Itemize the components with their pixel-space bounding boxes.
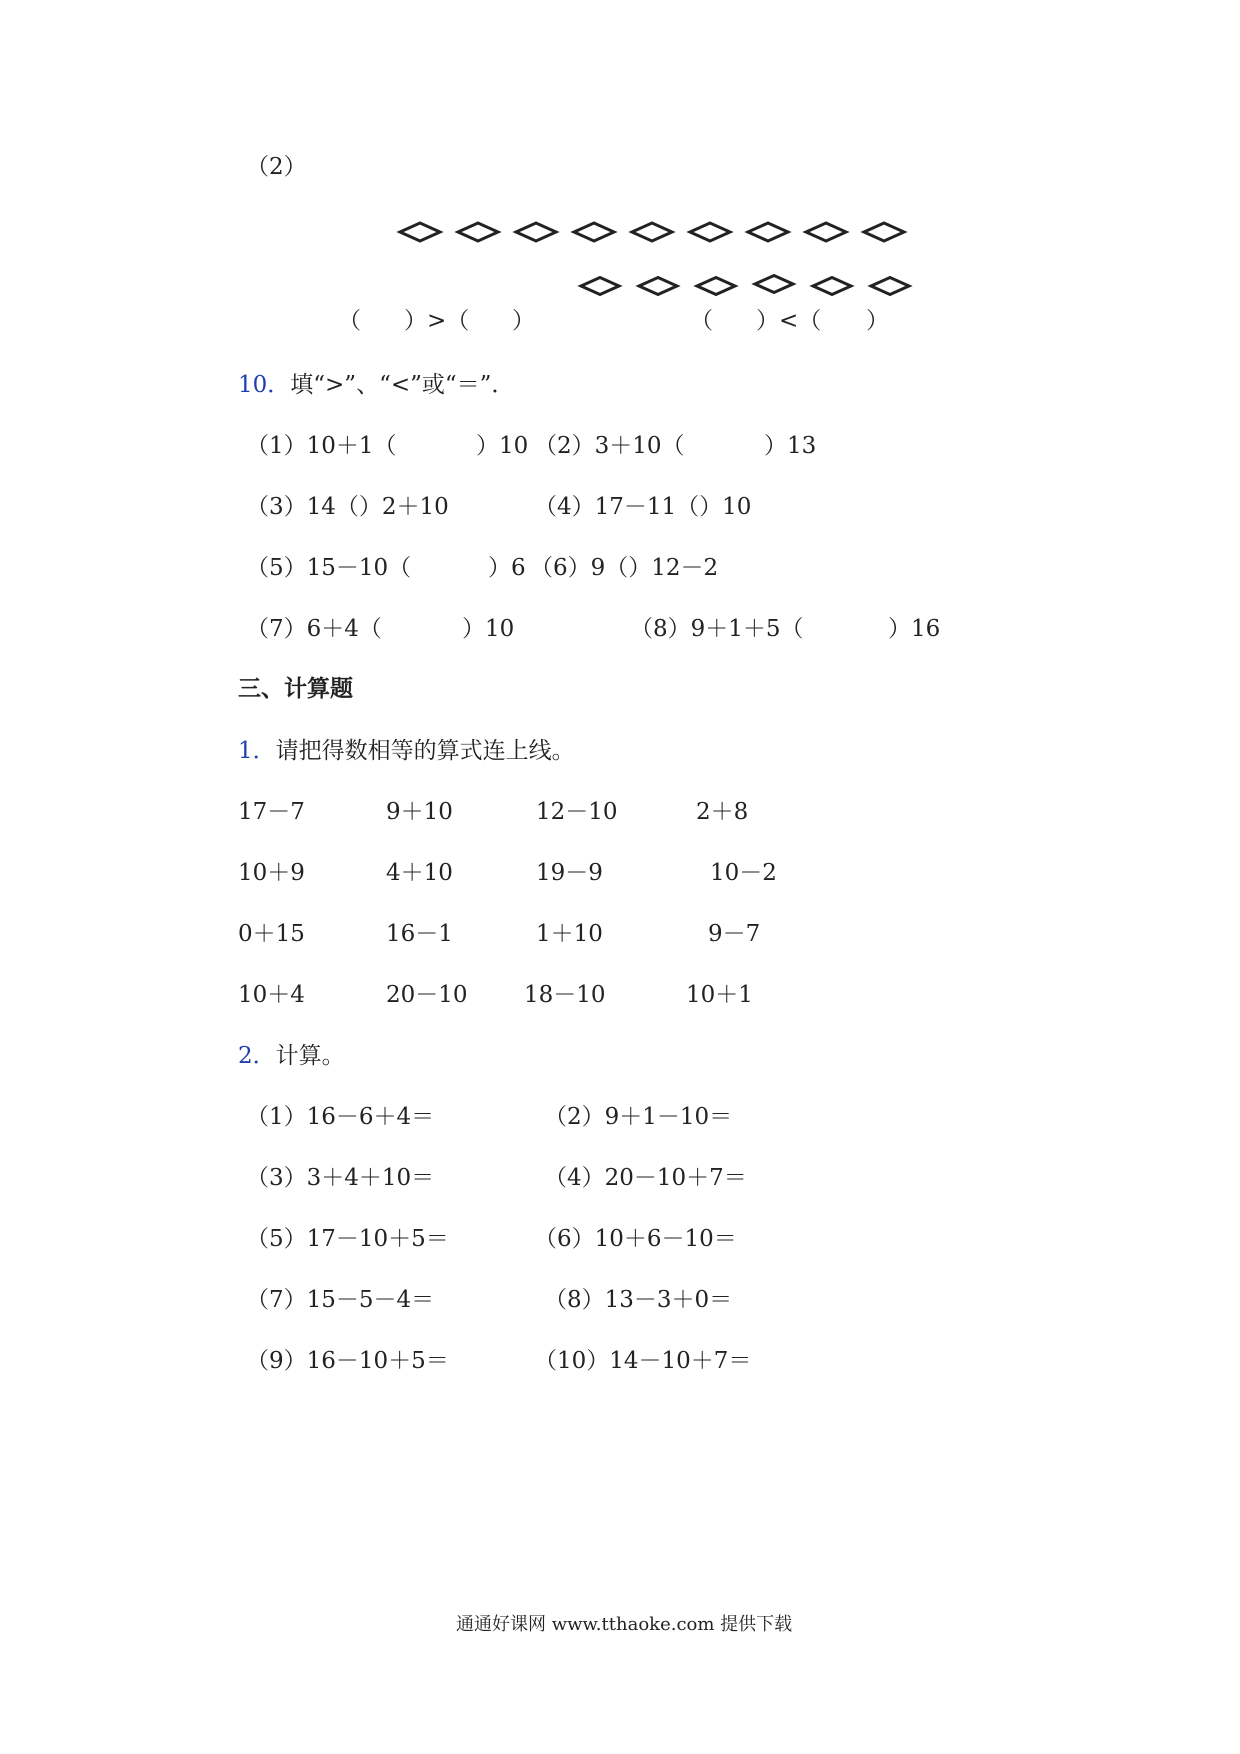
diamond-bottom-2 bbox=[639, 278, 677, 295]
q10-item-7: （7）6＋4（ bbox=[246, 616, 382, 642]
match-expr-r4c2[interactable]: 20－10 bbox=[386, 982, 468, 1008]
q10-item-2: （2）3＋10（ bbox=[534, 433, 685, 459]
match-expr-r4c3[interactable]: 18－10 bbox=[524, 982, 606, 1008]
compare-blank-gt[interactable]: ）>（ bbox=[404, 308, 470, 334]
compare-blank-open-right[interactable]: （ bbox=[690, 308, 713, 334]
q10-item-8: （8）9＋1＋5（ bbox=[630, 616, 804, 642]
diamond-bottom-3 bbox=[697, 278, 735, 295]
diamond-top-7 bbox=[748, 223, 788, 241]
match-expr-r4c1[interactable]: 10＋4 bbox=[238, 982, 305, 1008]
section-title: 三、计算题 bbox=[238, 676, 353, 702]
q2-prompt: 计算。 bbox=[275, 1043, 345, 1069]
calc-item-1: （1）16－6＋4＝ bbox=[246, 1104, 435, 1130]
q10-item-1-tail: ）10 bbox=[476, 433, 529, 459]
calc-item-3: （3）3＋4＋10＝ bbox=[246, 1165, 435, 1191]
calc-item-10: （10）14－10＋7＝ bbox=[534, 1348, 752, 1374]
diamond-bottom-6 bbox=[871, 278, 909, 295]
match-expr-r3c2[interactable]: 16－1 bbox=[386, 921, 453, 947]
match-expr-r4c4[interactable]: 10＋1 bbox=[686, 982, 753, 1008]
calc-item-4: （4）20－10＋7＝ bbox=[544, 1165, 747, 1191]
diamond-top-8 bbox=[806, 223, 846, 241]
q10-item-2-tail: ）13 bbox=[764, 433, 817, 459]
match-expr-r2c2[interactable]: 4＋10 bbox=[386, 860, 453, 886]
diamond-bottom-5 bbox=[813, 278, 851, 295]
match-expr-r1c4[interactable]: 2＋8 bbox=[696, 799, 749, 825]
part2-label: （2） bbox=[246, 154, 307, 180]
calc-item-8: （8）13－3＋0＝ bbox=[544, 1287, 733, 1313]
diamond-bottom-4 bbox=[755, 276, 793, 293]
match-expr-r2c4[interactable]: 10－2 bbox=[710, 860, 777, 886]
match-expr-r1c3[interactable]: 12－10 bbox=[536, 799, 618, 825]
q10-item-5: （5）15－10（ bbox=[246, 555, 412, 581]
diamond-figure bbox=[0, 0, 1240, 320]
match-expr-r3c1[interactable]: 0＋15 bbox=[238, 921, 305, 947]
q2-heading bbox=[238, 1045, 345, 1068]
diamond-top-9 bbox=[864, 223, 904, 241]
q10-item-5-tail: ）6 bbox=[488, 555, 526, 581]
match-expr-r3c3[interactable]: 1＋10 bbox=[536, 921, 603, 947]
q10-number: 10． bbox=[238, 372, 291, 398]
diamond-top-3 bbox=[516, 223, 556, 241]
compare-blank-open-left[interactable]: （ bbox=[338, 308, 361, 334]
compare-blank-lt[interactable]: ）<（ bbox=[756, 308, 822, 334]
q10-item-7-tail: ）10 bbox=[462, 616, 515, 642]
q2-number: 2． bbox=[238, 1043, 276, 1069]
q10-item-8-tail: ）16 bbox=[888, 616, 941, 642]
diamond-top-6 bbox=[690, 223, 730, 241]
compare-blank-close-left[interactable]: ） bbox=[512, 308, 535, 334]
diamond-bottom-1 bbox=[581, 278, 619, 295]
match-expr-r1c2[interactable]: 9＋10 bbox=[386, 799, 453, 825]
calc-item-9: （9）16－10＋5＝ bbox=[246, 1348, 449, 1374]
q10-item-6: （6）9（）12－2 bbox=[530, 555, 719, 581]
q1-number: 1． bbox=[238, 738, 276, 764]
match-expr-r3c4[interactable]: 9－7 bbox=[708, 921, 761, 947]
compare-blank-close-right[interactable]: ） bbox=[866, 308, 889, 334]
q10-heading bbox=[238, 374, 514, 397]
diamond-top-5 bbox=[632, 223, 672, 241]
footer-text: 通通好课网 www.tthaoke.com 提供下载 bbox=[456, 1614, 793, 1635]
calc-item-5: （5）17－10＋5＝ bbox=[246, 1226, 449, 1252]
calc-item-6: （6）10＋6－10＝ bbox=[534, 1226, 737, 1252]
match-expr-r1c1[interactable]: 17－7 bbox=[238, 799, 305, 825]
diamond-top-2 bbox=[458, 223, 498, 241]
match-expr-r2c3[interactable]: 19－9 bbox=[536, 860, 603, 886]
q10-item-4: （4）17－11（）10 bbox=[534, 494, 752, 520]
calc-item-2: （2）9＋1－10＝ bbox=[544, 1104, 733, 1130]
q1-prompt: 请把得数相等的算式连上线。 bbox=[275, 738, 575, 764]
diamond-top-4 bbox=[574, 223, 614, 241]
match-expr-r2c1[interactable]: 10＋9 bbox=[238, 860, 305, 886]
q10-item-1: （1）10＋1（ bbox=[246, 433, 397, 459]
diamond-top-1 bbox=[400, 223, 440, 241]
q1-heading bbox=[238, 740, 575, 763]
calc-item-7: （7）15－5－4＝ bbox=[246, 1287, 435, 1313]
q10-item-3: （3）14（）2＋10 bbox=[246, 494, 449, 520]
q10-prompt: 填“>”、“<”或“＝”． bbox=[290, 372, 515, 398]
